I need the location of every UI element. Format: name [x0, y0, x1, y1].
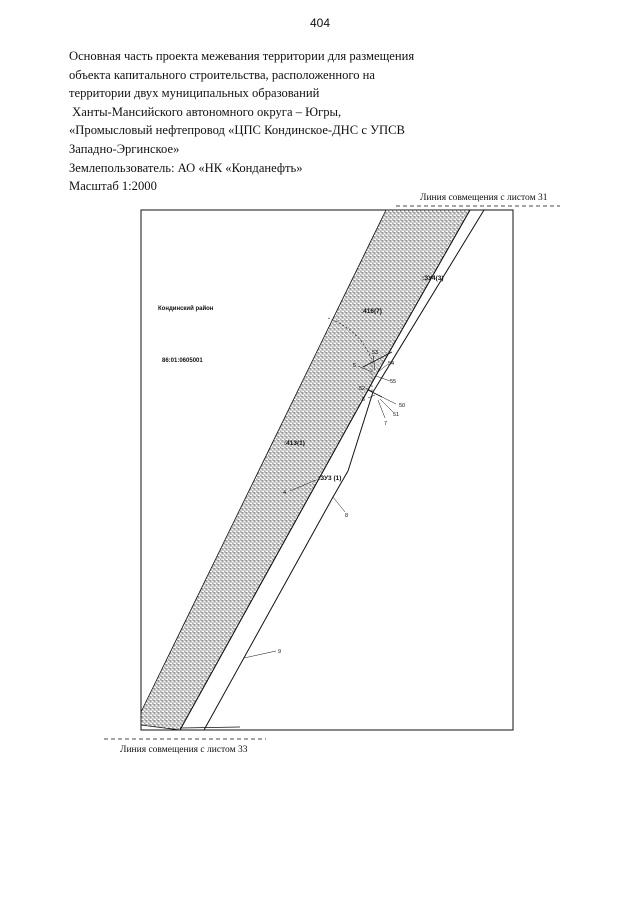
header-line: объекта капитального строительства, расположенного на	[69, 67, 375, 82]
point-label: 8	[345, 513, 349, 519]
point-label: 4	[283, 490, 287, 496]
point-label: 54	[388, 361, 395, 367]
parcel-label: :416(7)	[361, 308, 382, 315]
district-label: Кондинский район	[158, 306, 214, 312]
parcel-boundary-line	[368, 390, 382, 397]
point-label: 5	[353, 363, 357, 369]
sheet-link-top-label: Линия совмещения с листом 31	[420, 193, 548, 203]
leader-line	[244, 651, 276, 658]
sheet-link-bottom-label: Линия совмещения с листом 33	[120, 745, 248, 755]
header-line: Ханты-Мансийского автономного округа – Югры,	[69, 104, 342, 119]
header-line: «Промысловый нефтепровод «ЦПС Кондинское-ДНС с УПСВ	[69, 123, 405, 138]
leader-line	[376, 376, 390, 381]
header-line: Землепользователь: АО «НК «Конданефть»	[69, 160, 303, 175]
parcel-boundary-line	[180, 210, 470, 730]
point-label: 9	[278, 649, 282, 655]
hatched-parcel-area	[141, 210, 470, 730]
scale-label: Масштаб 1:2000	[69, 179, 157, 194]
leader-line	[380, 396, 396, 404]
point-label: 52	[359, 386, 366, 392]
point-label: 7	[384, 421, 388, 427]
point-label: 53	[372, 350, 379, 356]
page-number: 404	[309, 16, 331, 30]
point-label: 55	[390, 379, 397, 385]
header-line: Западно-Эргинское»	[69, 141, 180, 156]
parcel-boundary-line	[180, 727, 240, 728]
point-label: 51	[393, 412, 400, 418]
parcel-label: :ЗУ4(3)	[422, 275, 444, 282]
point-label: 50	[399, 403, 406, 409]
parcel-label: :ЗУ3 (1)	[318, 475, 342, 482]
cadastral-quarter-label: 86:01:0605001	[162, 358, 203, 364]
header-line: Основная часть проекта межевания территории для размещения	[69, 49, 415, 63]
leader-line	[333, 497, 345, 512]
point-label: 6	[362, 397, 366, 403]
parcel-label: :413(1)	[284, 440, 305, 447]
header-line: территории двух муниципальных образований	[69, 86, 320, 101]
